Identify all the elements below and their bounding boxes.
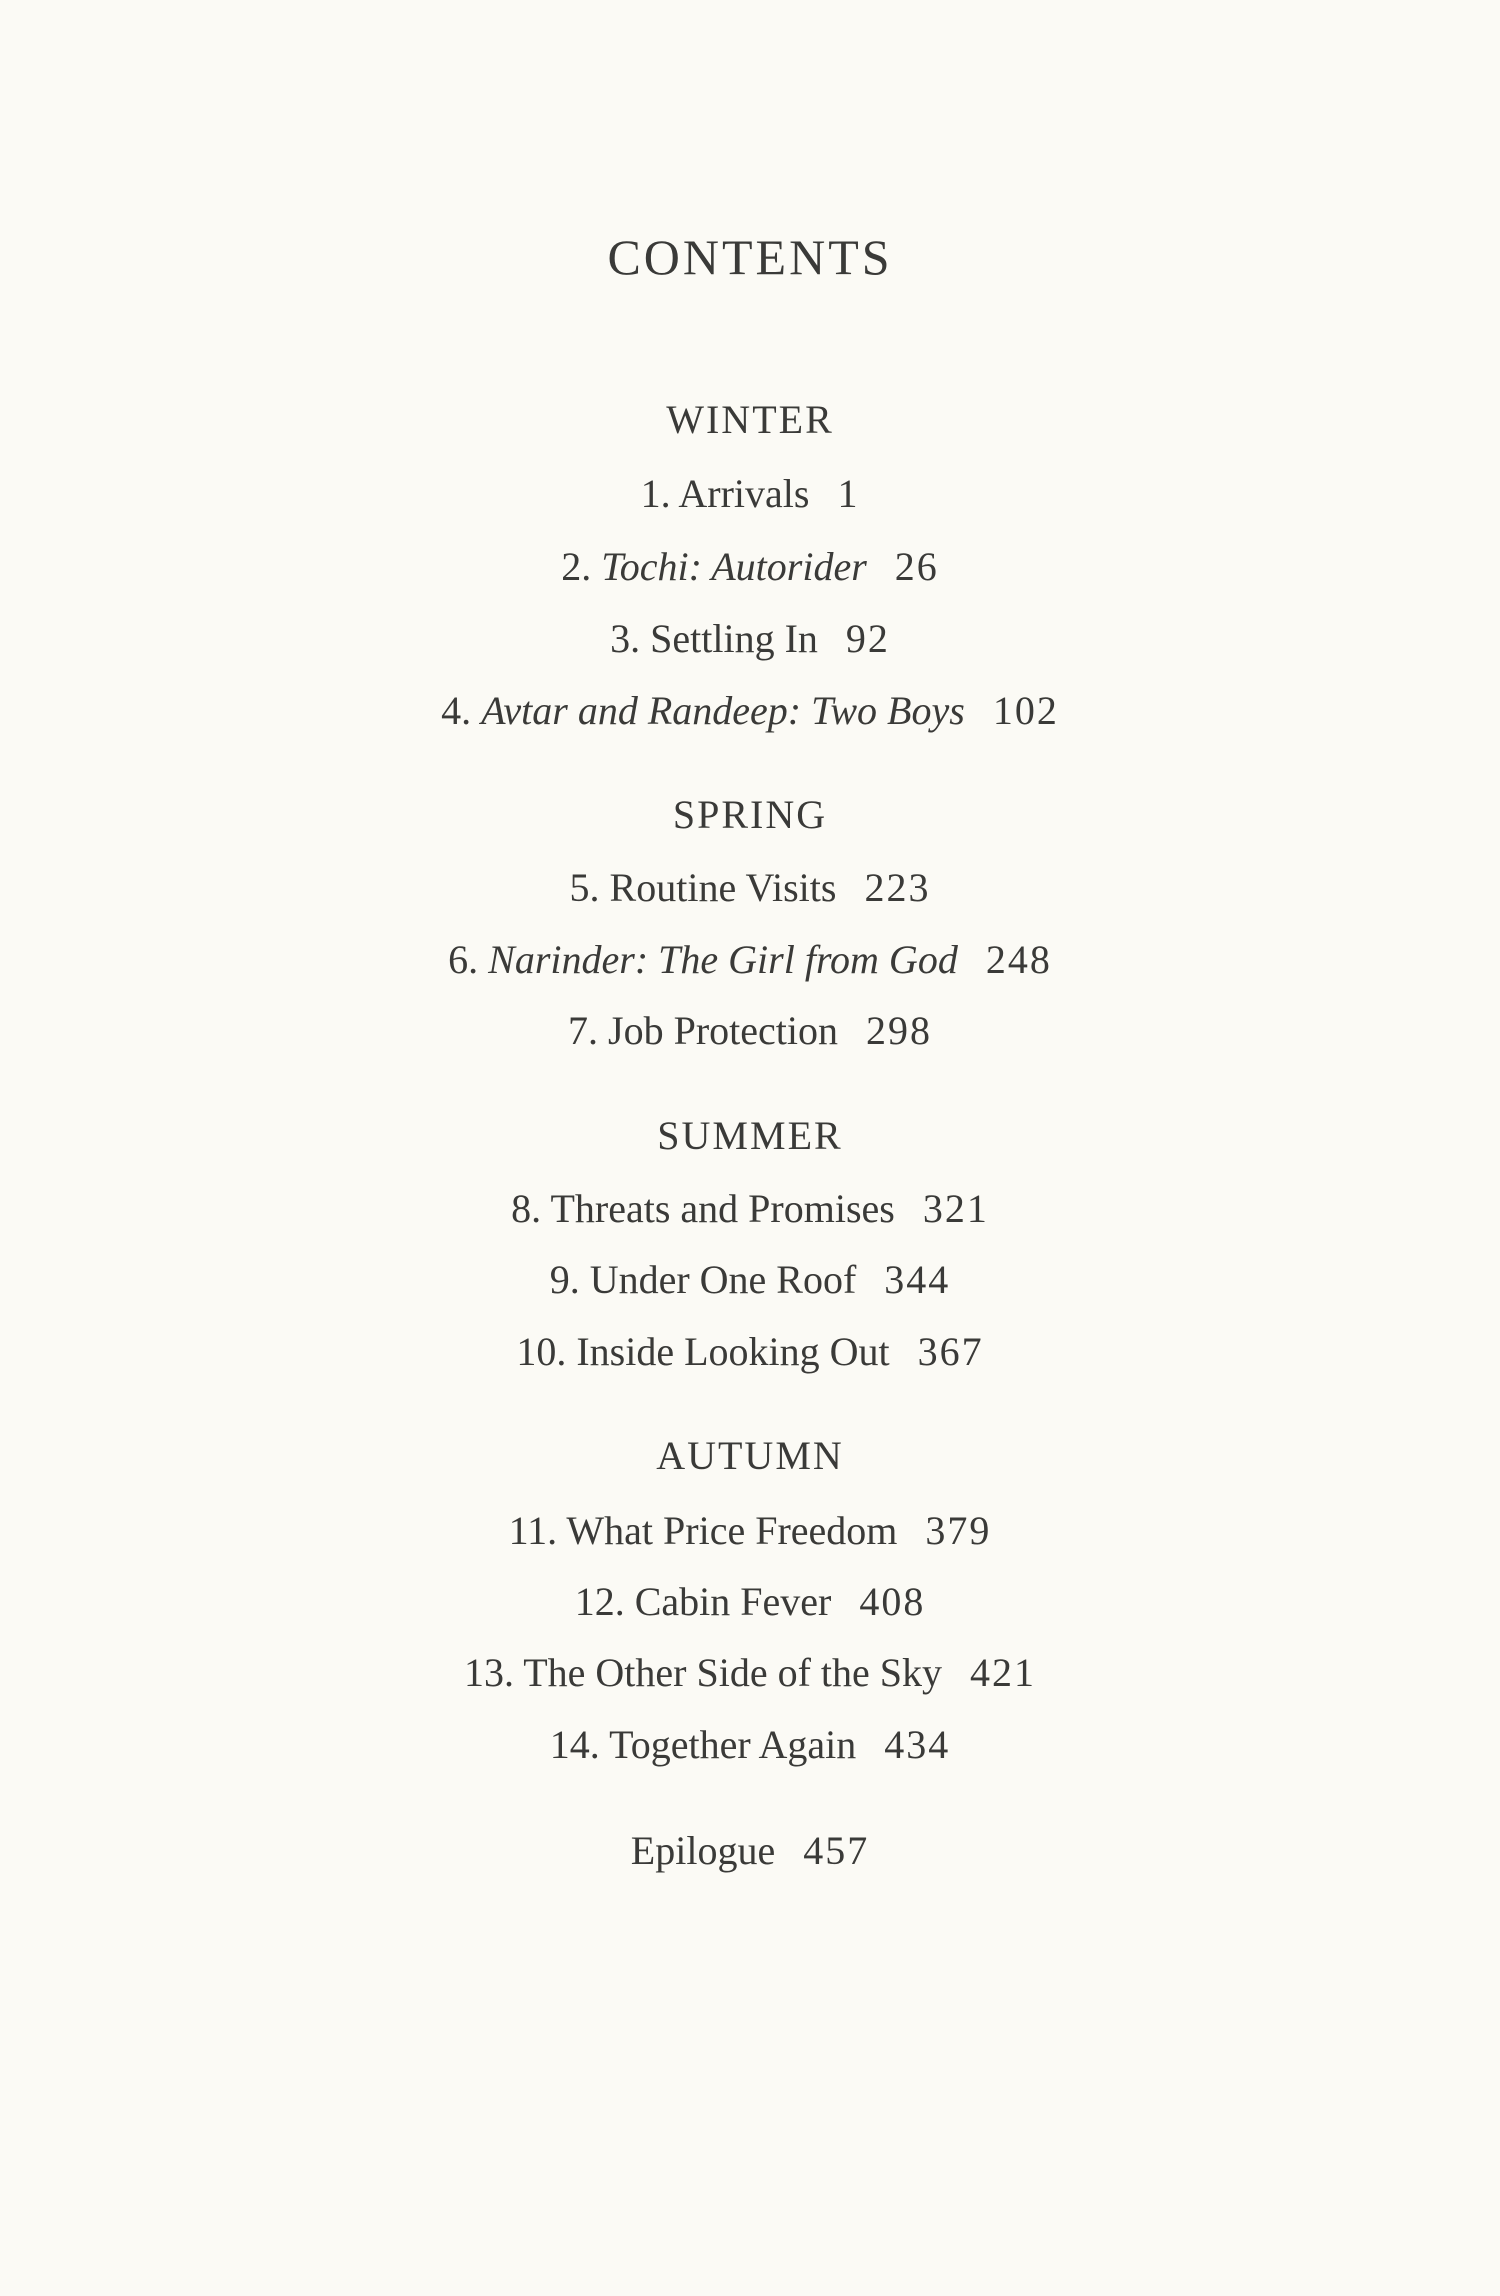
chapter-title: Together Again (609, 1722, 857, 1767)
toc-entry (0, 543, 1500, 590)
page-number: 248 (985, 937, 1052, 982)
page-number: 223 (864, 865, 931, 910)
chapter-title: Settling In (650, 616, 818, 661)
toc-entry (0, 1328, 1500, 1375)
chapter-title: Under One Roof (589, 1257, 857, 1302)
chapter-number: 3. (610, 616, 641, 661)
chapter-number: 5. (569, 865, 600, 910)
chapter-title: The Other Side of the Sky (523, 1650, 943, 1695)
toc-entry (0, 936, 1500, 983)
page-number: 421 (970, 1650, 1037, 1695)
toc-entry (0, 1185, 1500, 1232)
chapter-number: 11. (508, 1508, 558, 1553)
chapter-number: 6. (448, 937, 479, 982)
toc-entry (0, 1649, 1500, 1696)
page-number: 457 (803, 1828, 870, 1873)
chapter-title: Routine Visits (609, 865, 837, 910)
page-number: 298 (865, 1008, 932, 1053)
chapter-title: Epilogue (630, 1828, 776, 1873)
chapter-number: 4. (441, 688, 472, 733)
page-number: 26 (894, 544, 939, 589)
chapter-title: What Price Freedom (566, 1508, 898, 1553)
chapter-number: 2. (561, 544, 592, 589)
page-number: 1 (837, 471, 860, 516)
page-number: 434 (884, 1722, 951, 1767)
toc-entry (0, 687, 1500, 734)
section-heading-summer: SUMMER (657, 1113, 843, 1158)
chapter-number: 1. (640, 471, 671, 516)
chapter-number: 10. (516, 1329, 567, 1374)
chapter-number: 7. (568, 1008, 598, 1053)
page-number: 367 (917, 1329, 984, 1374)
toc-entry (0, 470, 1500, 517)
toc-entry (0, 1578, 1500, 1625)
page-number: 408 (859, 1579, 926, 1624)
section-heading-autumn: AUTUMN (656, 1433, 844, 1478)
page-number: 379 (925, 1508, 992, 1553)
page-number: 102 (992, 688, 1059, 733)
chapter-title: Threats and Promises (550, 1186, 895, 1231)
toc-entry-epilogue (0, 1827, 1500, 1874)
chapter-number: 13. (463, 1650, 514, 1695)
page-title: CONTENTS (607, 229, 893, 285)
chapter-title: Arrivals (678, 471, 810, 516)
chapter-number: 14. (549, 1722, 600, 1767)
chapter-number: 9. (549, 1257, 580, 1302)
chapter-title: Inside Looking Out (576, 1329, 890, 1374)
page-number: 321 (922, 1186, 989, 1231)
toc-entry (0, 1007, 1500, 1054)
page-number: 344 (884, 1257, 951, 1302)
chapter-title: Tochi: Autorider (601, 544, 867, 589)
page-number: 92 (845, 616, 890, 661)
section-heading-winter: WINTER (666, 397, 834, 442)
chapter-number: 12. (574, 1579, 625, 1624)
toc-entry (0, 864, 1500, 911)
toc-entry (0, 615, 1500, 662)
chapter-title: Job Protection (608, 1008, 838, 1053)
chapter-number: 8. (511, 1186, 542, 1231)
section-heading-spring: SPRING (672, 792, 828, 837)
toc-entry (0, 1507, 1500, 1554)
chapter-title: Cabin Fever (634, 1579, 832, 1624)
toc-entry (0, 1256, 1500, 1303)
chapter-title: Narinder: The Girl from God (488, 937, 958, 982)
chapter-title: Avtar and Randeep: Two Boys (481, 688, 965, 733)
toc-entry (0, 1721, 1500, 1768)
